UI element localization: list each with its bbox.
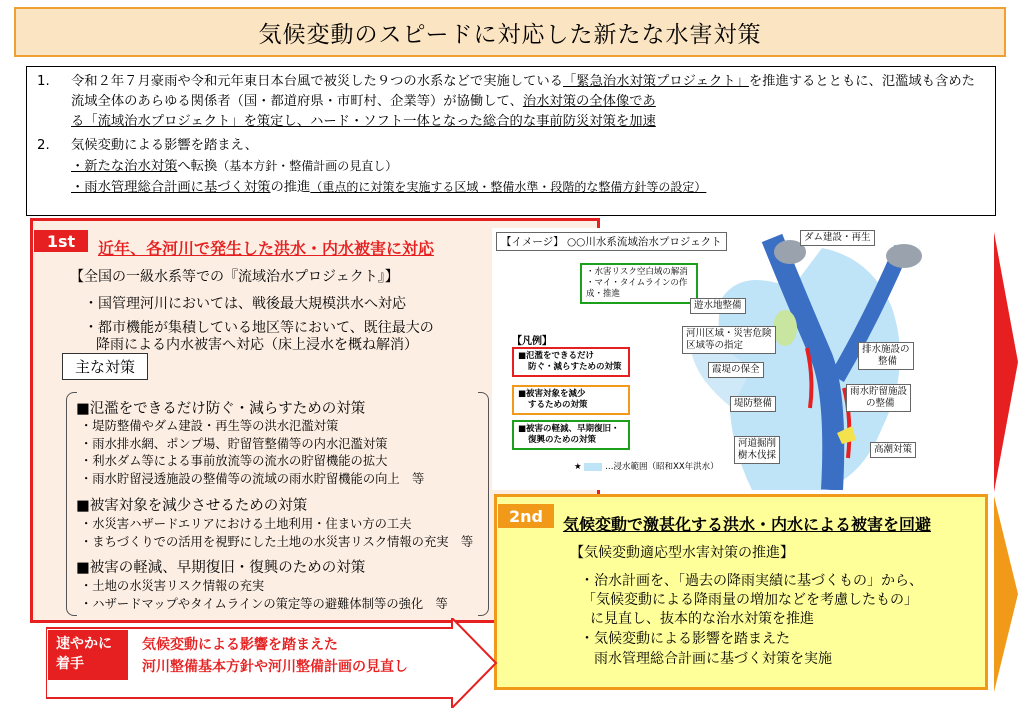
- second-line: 雨水管理総合計画に基づく対策を実施: [594, 651, 832, 667]
- tag-storage: 雨水貯留施設 の整備: [846, 384, 911, 412]
- category-heading: ■被害の軽減、早期復旧・復興のための対策: [76, 560, 366, 576]
- list-item: ・雨水貯留浸透施設の整備等の流域の雨水貯留機能の向上 等: [80, 471, 425, 486]
- item-number: 2.: [37, 138, 50, 153]
- first-line: 降雨による内水被害へ対応（床上浸水を概ね解消）: [96, 337, 418, 353]
- list-item: ・堤防整備やダム建設・再生等の洪水氾濫対策: [80, 419, 339, 433]
- star-icon: ★: [574, 462, 582, 472]
- flood-swatch: [584, 463, 602, 471]
- main-measures-label: 主な対策: [62, 353, 148, 380]
- tag-drainage: 遊水地整備: [690, 298, 746, 314]
- legend-item-red: ■氾濫をできるだけ 防ぐ・減らすための対策: [512, 347, 630, 377]
- second-line: ・治水計画を、「過去の降雨実績に基づくもの」から、: [580, 573, 923, 589]
- bracket-right: [478, 392, 489, 616]
- first-subheading: 【全国の一級水系等での『流域治水プロジェクト』】: [70, 269, 399, 285]
- summary-item-1: [37, 72, 985, 132]
- second-line: ・気候変動による影響を踏まえた: [580, 631, 790, 647]
- category-list: [80, 578, 448, 613]
- list-item: ・水災害ハザードエリアにおける土地利用・住まい方の工夫: [80, 517, 412, 531]
- tag-dam: ダム建設・再生: [800, 230, 875, 246]
- summary-emphasis: 治水対策の全体像であ: [522, 94, 656, 109]
- green-measure-box: ・水害リスク空白域の解消 ・マイ・タイムラインの作成・推進: [580, 263, 698, 304]
- tag-pump: 排水施設の 整備: [858, 342, 914, 370]
- summary-text: を推進する: [748, 74, 816, 89]
- legend-title: 【凡例】: [512, 336, 552, 347]
- second-heading: 気候変動で激甚化する洪水・内水による被害を回避: [563, 515, 932, 534]
- category-heading: ■被害対象を減少させるための対策: [76, 498, 308, 514]
- arrow-right-orange: [994, 496, 1018, 692]
- first-badge: 1st: [34, 230, 88, 252]
- list-item: ・土地の水災害リスク情報の充実: [80, 579, 265, 593]
- tag-forest: 霞堤の保全: [708, 362, 764, 378]
- summary-subitem: ・新たな治水対策へ転換（基本方針・整備計画の見直し）: [71, 159, 398, 174]
- legend-note: ★ …浸水範囲（昭和XX年洪水）: [574, 462, 719, 472]
- legend-item-green: ■被害の軽減、早期復旧・ 復興のための対策: [512, 420, 630, 450]
- illustration-caption: 【イメージ】 ○○川水系流域治水プロジェクト: [496, 232, 727, 251]
- category-heading: ■氾濫をできるだけ防ぐ・減らすための対策: [76, 401, 366, 417]
- category-list: [80, 418, 424, 488]
- page-title: 気候変動のスピードに対応した新たな水害対策: [14, 7, 1006, 57]
- summary-emphasis: る「流域治水プロジェクト」を策定し、ハード・ソフト一体となった総合的な事前防災対策を加速: [71, 114, 656, 129]
- second-line: に見直し、抜本的な治水対策を推進: [590, 611, 814, 627]
- tag-dredge: 河道掘削 樹木伐採: [734, 436, 780, 464]
- dam-shape: [886, 244, 922, 268]
- review-plan-text: 気候変動による影響を踏まえた 河川整備基本方針や河川整備計画の見直し: [142, 637, 408, 675]
- item-number: 1.: [37, 74, 50, 89]
- prompt-start-badge: 速やかに 着手: [48, 630, 128, 680]
- list-item: ・ハザードマップやタイムラインの策定等の避難体制等の強化 等: [80, 596, 448, 611]
- list-item: ・利水ダム等による事前放流等の流水の貯留機能の拡大: [80, 454, 388, 468]
- summary-subitem: ・雨水管理総合計画に基づく対策の推進（重点的に対策を実施する区域・整備水準・段階的な整備方針等の設定）: [71, 180, 707, 195]
- category-list: [80, 516, 473, 551]
- tag-zone: 河川区域・災害危険 区域等の指定: [682, 326, 776, 354]
- summary-text: 気候変動による影響を踏まえ、: [71, 138, 258, 153]
- summary-box: [26, 66, 996, 216]
- second-badge: 2nd: [498, 504, 554, 528]
- summary-emphasis: 「緊急治水対策プロジェクト」: [562, 74, 749, 89]
- list-item: ・まちづくりでの活用を視野にした土地の水災害リスク情報の充実 等: [80, 534, 474, 549]
- second-subheading: 【気候変動適応型水害対策の推進】: [570, 545, 794, 561]
- first-heading: 近年、各河川で発生した洪水・内水被害に対応: [98, 239, 435, 258]
- first-line: ・国管理河川においては、戦後最大規模洪水へ対応: [84, 296, 406, 312]
- summary-item-2: [37, 136, 985, 156]
- tag-tide: 高潮対策: [870, 442, 916, 458]
- summary-text: とともに、氾濫域も含めた流域全体のあらゆる関係者（国・都道府県・市町村、企業等）が協働して、: [71, 74, 975, 109]
- list-item: ・雨水排水網、ポンプ場、貯留管整備等の内水氾濫対策: [80, 436, 388, 451]
- second-line: 「気候変動による降雨量の増加などを考慮したもの」: [582, 592, 918, 608]
- retention-area: [773, 310, 797, 346]
- first-line: ・都市機能が集積している地区等において、既往最大の: [84, 320, 434, 336]
- tag-levee: 堤防整備: [730, 396, 776, 412]
- arrow-right-red: [994, 232, 1018, 492]
- summary-text: 令和２年７月豪雨や令和元年東日本台風で被災した９つの水系などで実施している: [71, 74, 563, 89]
- legend-item-orange: ■被害対象を減少 するための対策: [512, 385, 630, 415]
